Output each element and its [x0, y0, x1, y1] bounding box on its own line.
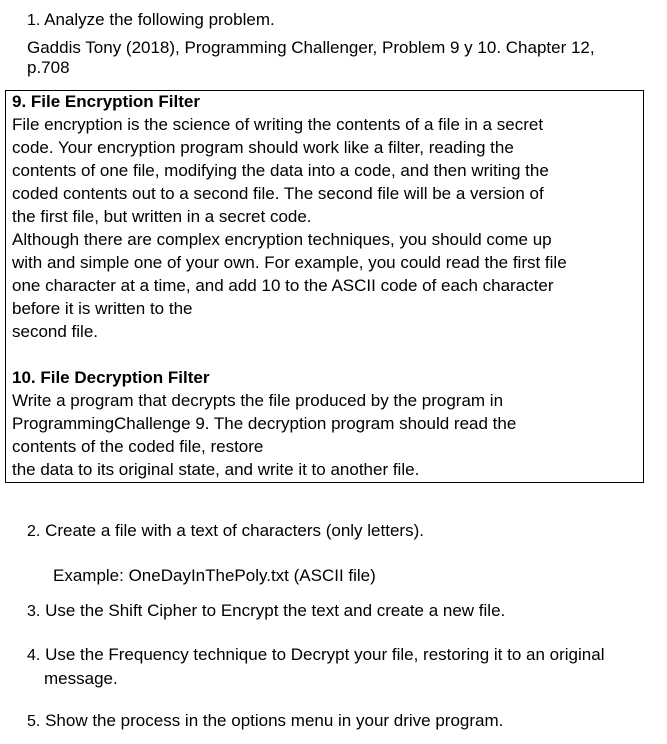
- item-number: 1.: [27, 12, 41, 29]
- example-text: Example: OneDayInThePoly.txt (ASCII file): [53, 566, 376, 585]
- item-2: [27, 521, 424, 542]
- item-text: Create a file with a text of characters (only letters).: [45, 521, 424, 540]
- item-number: 5.: [27, 713, 41, 730]
- reference-line-1: Gaddis Tony (2018), Programming Challenger, Problem 9 y 10. Chapter 12,: [27, 38, 595, 57]
- problem-9-line: with and simple one of your own. For example, you could read the first file: [12, 253, 567, 272]
- problem-9-line: File encryption is the science of writing the contents of a file in a secret: [12, 115, 544, 134]
- problem-10-line: ProgrammingChallenge 9. The decryption program should read the: [12, 414, 517, 433]
- item-1: [27, 10, 275, 31]
- problem-9-line: code. Your encryption program should work like a filter, reading the: [12, 138, 514, 157]
- item-5: [27, 711, 503, 732]
- problem-10-line: contents of the coded file, restore: [12, 437, 264, 456]
- problem-10-line: the data to its original state, and write it to another file.: [12, 460, 420, 479]
- item-number: 2.: [27, 523, 41, 540]
- problem-9-line: one character at a time, and add 10 to the ASCII code of each character: [12, 276, 554, 295]
- problem-9-line: second file.: [12, 322, 98, 341]
- problem-9-title: 9. File Encryption Filter: [12, 92, 200, 111]
- problem-9-line: before it is written to the: [12, 299, 193, 318]
- item-number: 3.: [27, 603, 41, 620]
- problem-9-line: contents of one file, modifying the data into a code, and then writing the: [12, 161, 549, 180]
- problem-9-line: Although there are complex encryption techniques, you should come up: [12, 230, 552, 249]
- problem-10-line: Write a program that decrypts the file produced by the program in: [12, 391, 504, 410]
- item-text: Analyze the following problem.: [44, 10, 275, 29]
- item-number: 4.: [27, 647, 41, 664]
- item-text: Show the process in the options menu in your drive program.: [45, 711, 504, 730]
- item-3: [27, 601, 505, 622]
- item-text: Use the Frequency technique to Decrypt your file, restoring it to an original: [45, 645, 605, 664]
- problem-10-title: 10. File Decryption Filter: [12, 368, 210, 387]
- item-4-continued: message.: [44, 669, 118, 688]
- problem-9-line: coded contents out to a second file. The second file will be a version of: [12, 184, 544, 203]
- item-text: Use the Shift Cipher to Encrypt the text and create a new file.: [45, 601, 506, 620]
- problem-9-line: the first file, but written in a secret code.: [12, 207, 312, 226]
- item-4: [27, 645, 604, 666]
- reference-line-2: p.708: [27, 58, 70, 77]
